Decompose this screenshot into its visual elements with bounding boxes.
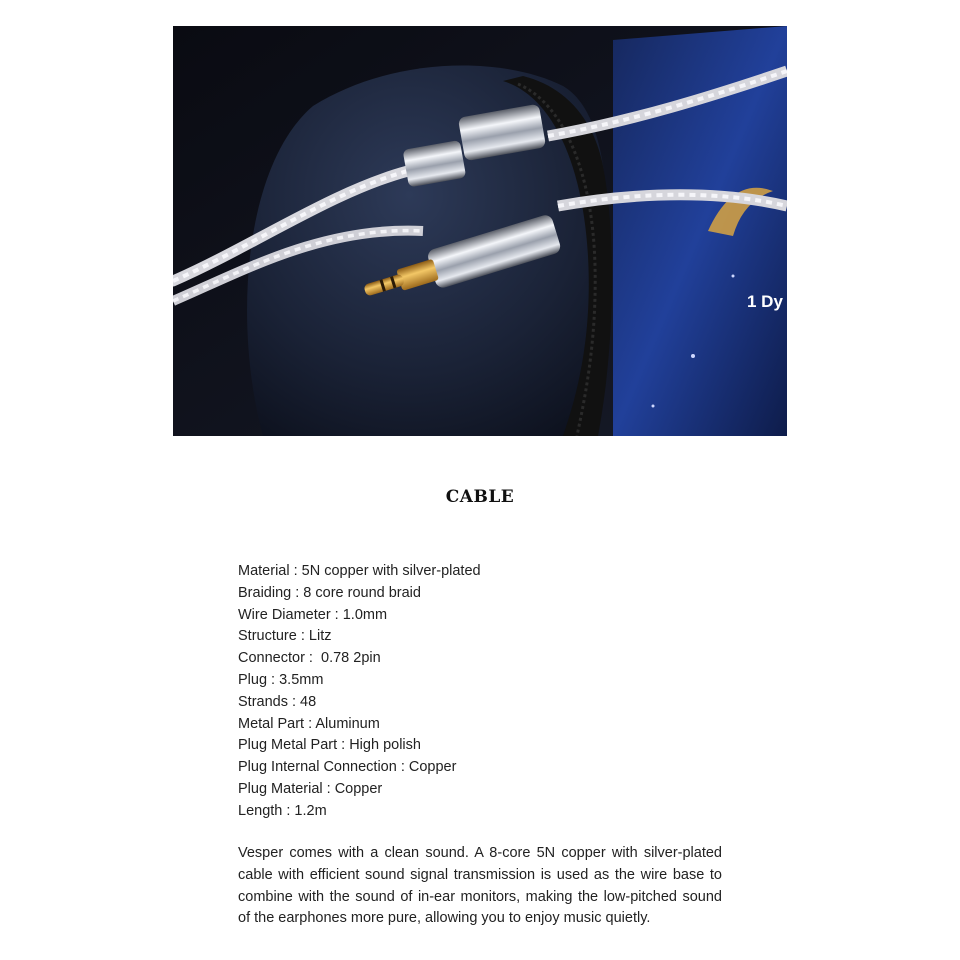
section-heading: CABLE xyxy=(445,487,515,507)
spec-list xyxy=(238,561,738,823)
spec-metal-part: Metal Part : Aluminum xyxy=(238,715,380,732)
spec-plug-internal-connection: Plug Internal Connection : Copper xyxy=(238,759,457,776)
spec-material: Material : 5N copper with silver-plated xyxy=(238,563,481,579)
product-photo xyxy=(173,26,787,436)
spec-strands: Strands : 48 xyxy=(238,693,317,710)
product-description: Vesper comes with a clean sound. A 8-core 5N copper with silver-plated cable with efficient sound signal transmission is used as the wire base to combine with the sound of in-ear monitors, making the low-pitched sound of the earphones more pure, allowing you to enjoy music quietly. xyxy=(238,845,722,927)
spec-length: Length : 1.2m xyxy=(238,802,327,819)
spec-plug: Plug : 3.5mm xyxy=(238,671,324,688)
cable-photo-illustration xyxy=(173,26,787,436)
product-box xyxy=(613,26,787,436)
spec-plug-metal-part: Plug Metal Part : High polish xyxy=(238,737,421,754)
box-text: 1 Dy xyxy=(747,292,783,311)
spec-braiding: Braiding : 8 core round braid xyxy=(238,584,421,601)
spec-connector: Connector : 0.78 2pin xyxy=(238,650,381,667)
spec-plug-material: Plug Material : Copper xyxy=(238,780,383,797)
spec-structure: Structure : Litz xyxy=(238,628,332,645)
spec-wire-diameter: Wire Diameter : 1.0mm xyxy=(238,606,388,623)
